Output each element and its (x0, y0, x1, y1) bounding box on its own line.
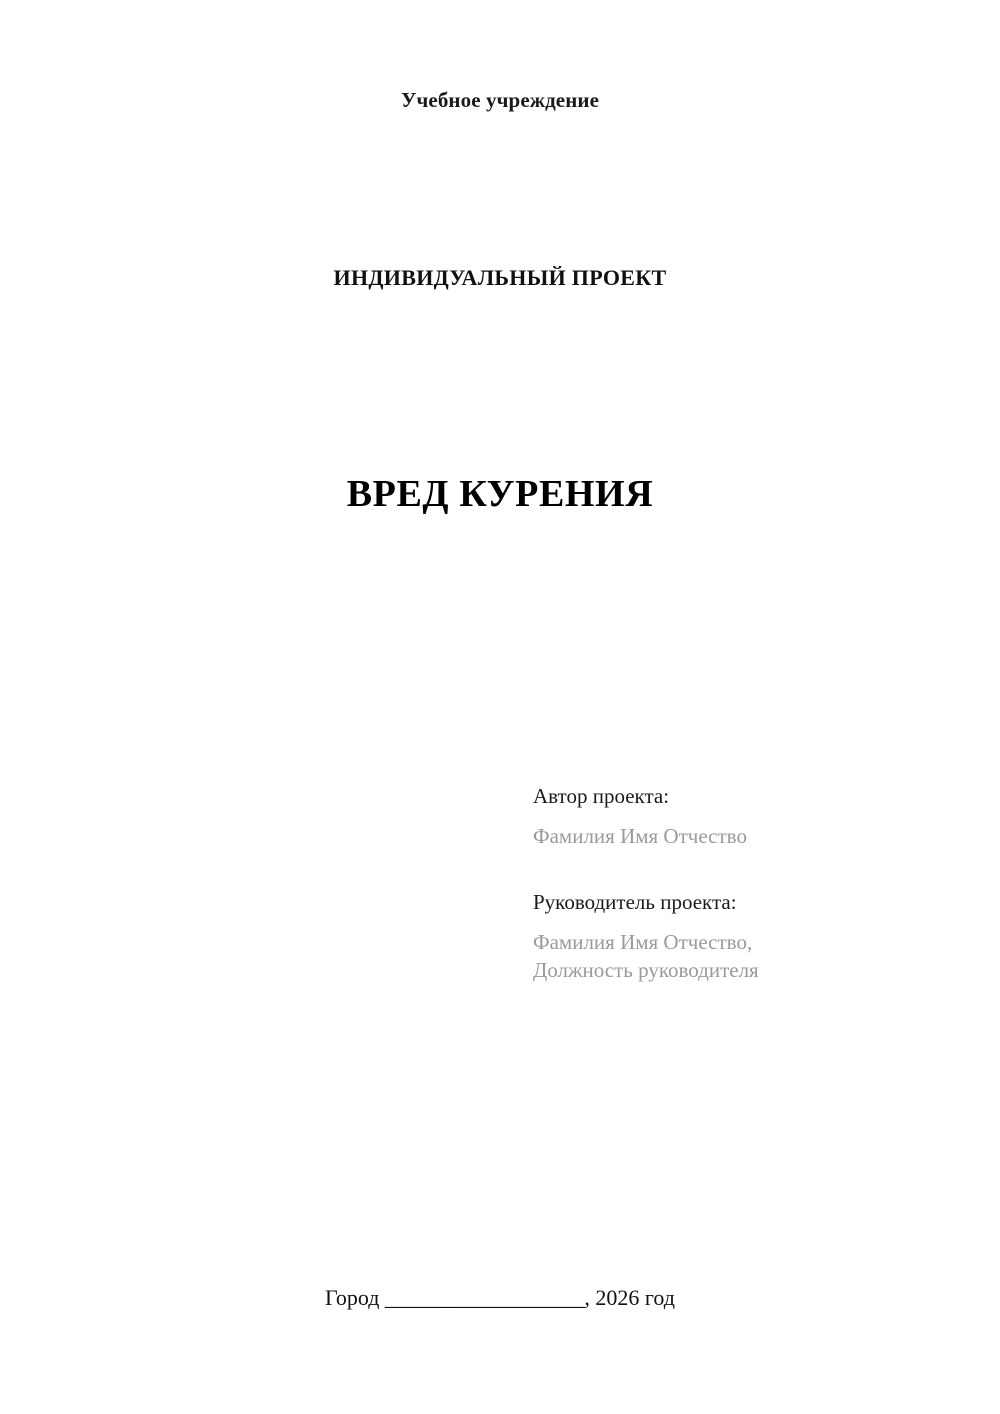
supervisor-value-line-1: Фамилия Имя Отчество, (533, 930, 753, 954)
footer-year: , 2026 год (584, 1285, 675, 1310)
footer-city-blank: ___________________ (384, 1285, 585, 1310)
supervisor-label: Руководитель проекта: (533, 890, 737, 914)
project-type-heading: ИНДИВИДУАЛЬНЫЙ ПРОЕКТ (333, 265, 667, 290)
footer-city-label: Город (325, 1285, 380, 1310)
institution-name: Учебное учреждение (400, 88, 600, 112)
page-title: ВРЕД КУРЕНИЯ (346, 473, 654, 516)
supervisor-block (533, 892, 963, 985)
supervisor-value-line-2: Должность руководителя (533, 958, 759, 983)
author-value: Фамилия Имя Отчество (533, 824, 747, 848)
footer-city-year (0, 1285, 1000, 1311)
author-block (533, 786, 953, 850)
author-label: Автор проекта: (533, 784, 670, 808)
